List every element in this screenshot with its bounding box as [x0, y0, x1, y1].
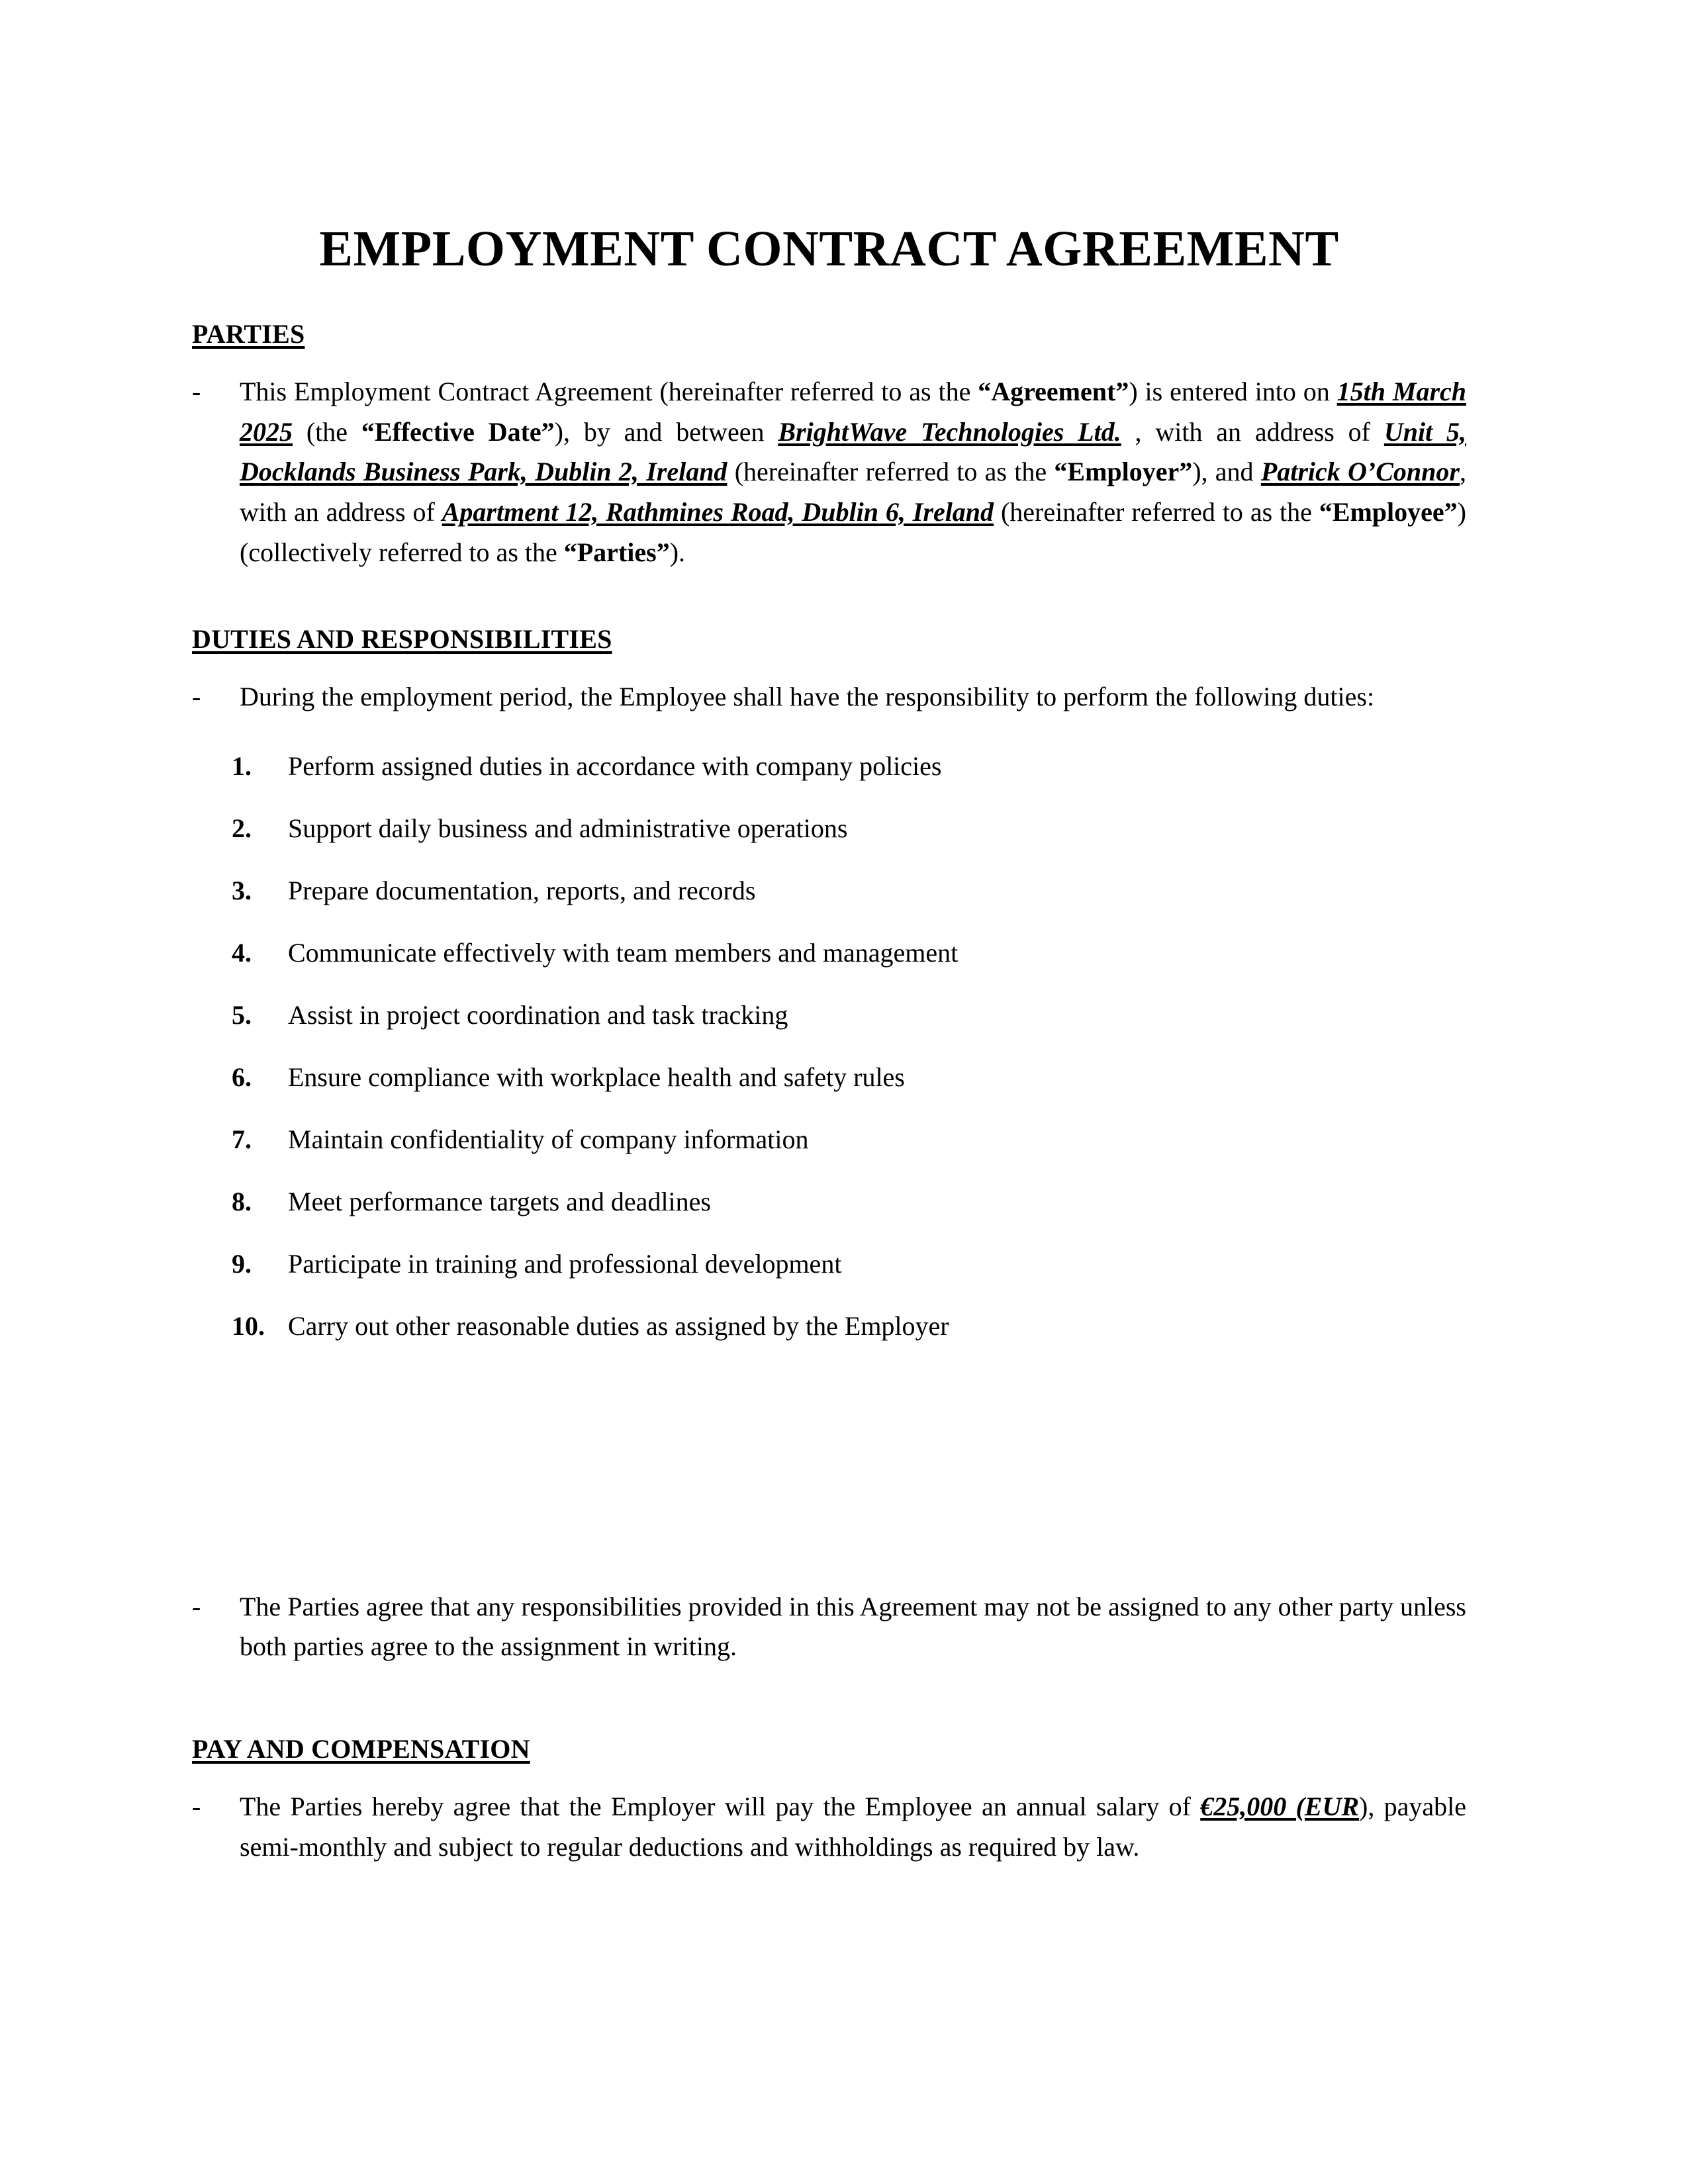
term-parties: “Parties”: [563, 537, 670, 567]
list-item-label: Perform assigned duties in accordance with company policies: [288, 751, 942, 781]
duties-intro-text: During the employment period, the Employee shall have the responsibility to perform the following duties:: [240, 681, 1375, 711]
list-item: [192, 1182, 1466, 1222]
term-employee: “Employee”: [1319, 497, 1458, 527]
term-agreement: “Agreement”: [978, 376, 1129, 406]
pay-paragraph: [192, 1787, 1466, 1868]
list-item-number: 2.: [232, 813, 252, 843]
list-item: [192, 871, 1466, 911]
list-item: [192, 1244, 1466, 1284]
term-employer: “Employer”: [1054, 457, 1193, 487]
list-item: [192, 747, 1466, 786]
list-item-number: 1.: [232, 751, 252, 781]
parties-run-11: ).: [669, 537, 686, 567]
section-heading-pay-and-compensation: PAY AND COMPENSATION: [192, 1734, 530, 1764]
duties-intro-paragraph: [192, 677, 1466, 717]
list-item-label: Communicate effectively with team members and management: [288, 937, 959, 968]
pay-run-02: ), payable semi-monthly and subject to regular deductions and withholdings as required by law.: [240, 1792, 1467, 1862]
list-item-number: 4.: [232, 937, 252, 968]
list-item-number: 8.: [232, 1186, 252, 1216]
parties-run-02: ) is entered into on: [1129, 376, 1337, 406]
list-item: [192, 1058, 1466, 1097]
list-item: [192, 933, 1466, 973]
document-body: [192, 218, 1466, 1868]
parties-run-01: This Employment Contract Agreement (hereinafter referred to as the: [240, 376, 978, 406]
list-item: [192, 1120, 1466, 1160]
parties-run-05: , with an address of: [1121, 416, 1384, 447]
spacer: [192, 597, 1466, 623]
parties-run-09: (hereinafter referred to as the: [994, 497, 1319, 527]
dash-bullet-icon: -: [192, 1792, 201, 1822]
parties-run-08: , with an address of: [240, 457, 1466, 527]
field-employer-name: BrightWave Technologies Ltd.: [778, 416, 1121, 447]
list-item-number: 7.: [232, 1124, 252, 1154]
term-effective-date: “Effective Date”: [361, 416, 555, 447]
field-employee-name: Patrick O’Connor: [1260, 457, 1460, 487]
list-item-label: Prepare documentation, reports, and records: [288, 875, 756, 905]
list-item-label: Ensure compliance with workplace health and safety rules: [288, 1062, 905, 1092]
field-effective-date: 15th March 2025: [240, 376, 1467, 447]
parties-paragraph: [192, 372, 1466, 573]
list-item-label: Maintain confidentiality of company information: [288, 1124, 809, 1154]
pay-run-01: The Parties hereby agree that the Employer will pay the Employee an annual salary of: [240, 1792, 1201, 1822]
dash-bullet-icon: -: [192, 681, 201, 711]
section-heading-duties: DUTIES AND RESPONSIBILITIES: [192, 623, 612, 654]
parties-run-06: (hereinafter referred to as the: [727, 457, 1055, 487]
duties-list: [192, 747, 1466, 1346]
list-item: [192, 995, 1466, 1035]
field-employee-address: Apartment 12, Rathmines Road, Dublin 6, Ireland: [442, 497, 994, 527]
section-heading-parties: PARTIES: [192, 318, 305, 349]
parties-run-10: ) (collectively referred to as the: [240, 497, 1466, 567]
field-employer-address: Unit 5, Docklands Business Park, Dublin 2, Ireland: [240, 416, 1467, 487]
list-item-number: 5.: [232, 999, 252, 1030]
list-item: [192, 1306, 1466, 1346]
field-annual-salary: €25,000 (EUR: [1200, 1792, 1360, 1822]
assignment-clause-paragraph: [192, 1587, 1466, 1668]
list-item-label: Participate in training and professional development: [288, 1248, 842, 1279]
parties-run-07: ), and: [1192, 457, 1261, 487]
parties-run-04: ), by and between: [554, 416, 778, 447]
assignment-clause-text: The Parties agree that any responsibilities provided in this Agreement may not be assigned to any other party unless both parties agree to the assignment in writing.: [240, 1591, 1466, 1662]
list-item: [192, 809, 1466, 848]
list-item-number: 6.: [232, 1062, 252, 1092]
blank-space: [192, 1369, 1466, 1587]
list-item-number: 9.: [232, 1248, 252, 1279]
list-item-label: Assist in project coordination and task tracking: [288, 999, 788, 1030]
list-item-number: 3.: [232, 875, 252, 905]
list-item-label: Carry out other reasonable duties as assigned by the Employer: [288, 1310, 949, 1341]
dash-bullet-icon: -: [192, 376, 201, 406]
list-item-label: Meet performance targets and deadlines: [288, 1186, 711, 1216]
spacer: [192, 1691, 1466, 1733]
list-item-label: Support daily business and administrative operations: [288, 813, 848, 843]
parties-run-03: (the: [293, 416, 361, 447]
list-item-number: 10.: [232, 1310, 265, 1341]
dash-bullet-icon: -: [192, 1591, 201, 1621]
page-title: EMPLOYMENT CONTRACT AGREEMENT: [319, 221, 1339, 277]
